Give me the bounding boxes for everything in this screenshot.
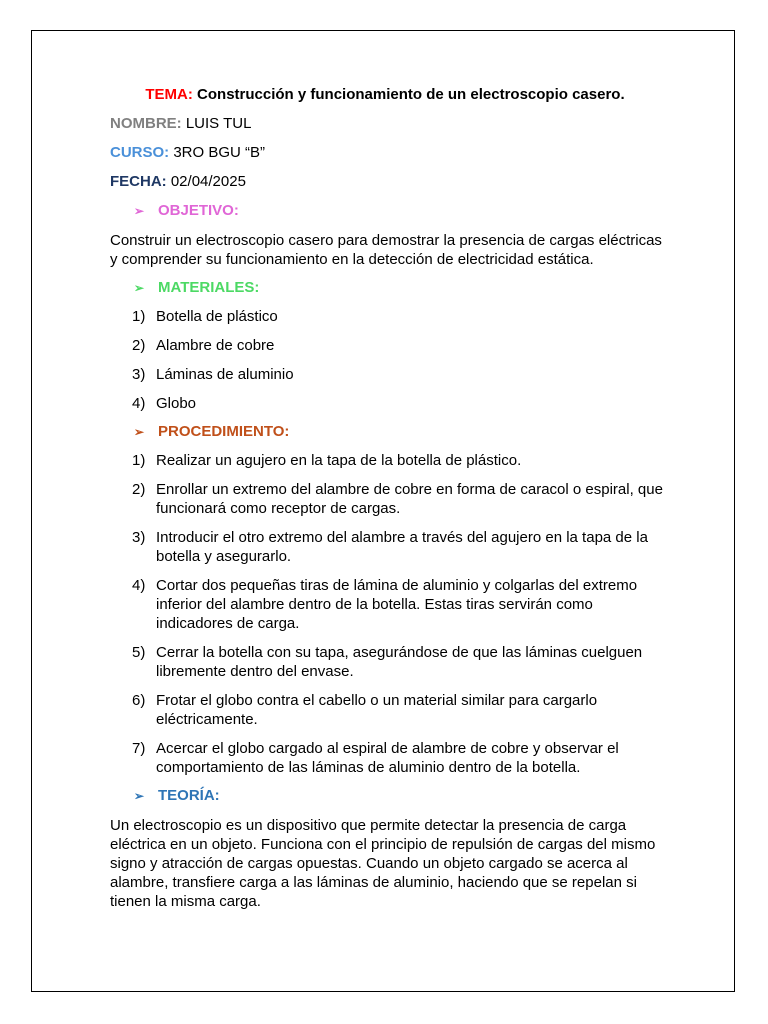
objetivo-text: Construir un electroscopio casero para demostrar la presencia de cargas eléctricas y comprender su funcionamiento en la detección de electricidad estática. <box>110 232 662 268</box>
list-item-number: 2) <box>132 337 146 354</box>
curso-label: CURSO: <box>110 144 170 161</box>
list-item <box>110 643 670 681</box>
list-item-number: 1) <box>132 308 146 325</box>
fecha-line <box>110 173 670 191</box>
list-item-text: Realizar un agujero en la tapa de la botella de plástico. <box>156 452 522 469</box>
list-item-text: Introducir el otro extremo del alambre a través del agujero en la tapa de la botella y asegurarlo. <box>156 529 648 565</box>
list-item-number: 3) <box>132 366 146 383</box>
list-item-text: Enrollar un extremo del alambre de cobre en forma de caracol o espiral, que funcionará como receptor de cargas. <box>156 481 663 517</box>
list-item <box>110 576 670 633</box>
list-item <box>110 307 670 326</box>
document-page <box>31 30 735 992</box>
list-item-number: 5) <box>132 644 146 661</box>
list-item-text: Cerrar la botella con su tapa, asegurándose de que las láminas cuelguen libremente dentro del envase. <box>156 644 643 680</box>
list-item-text: Botella de plástico <box>156 308 278 325</box>
list-item <box>110 739 670 777</box>
fecha-label: FECHA: <box>110 173 167 190</box>
teoria-heading <box>134 787 670 805</box>
list-item-number: 2) <box>132 481 146 498</box>
list-item <box>110 691 670 729</box>
list-item-number: 3) <box>132 529 146 546</box>
list-item <box>110 451 670 470</box>
list-item-number: 1) <box>132 452 146 469</box>
list-item-number: 7) <box>132 740 146 757</box>
list-item-text: Acercar el globo cargado al espiral de alambre de cobre y observar el comportamiento de las láminas de aluminio dentro de la botella. <box>156 740 619 776</box>
list-item-text: Cortar dos pequeñas tiras de lámina de aluminio y colgarlas del extremo inferior del alambre dentro de la botella. Estas tiras servirán como indicadores de carga. <box>156 577 638 632</box>
list-item-text: Láminas de aluminio <box>156 366 294 383</box>
list-item-text: Frotar el globo contra el cabello o un material similar para cargarlo eléctricamente. <box>156 692 598 728</box>
tema-text: Construcción y funcionamiento de un electroscopio casero. <box>197 86 625 103</box>
teoria-heading-text: TEORÍA: <box>158 787 220 804</box>
procedimiento-heading-text: PROCEDIMIENTO: <box>158 423 290 440</box>
teoria-text: Un electroscopio es un dispositivo que permite detectar la presencia de carga eléctrica en un objeto. Funciona con el principio de repulsión de cargas del mismo signo y atracción de cargas opuestas. Cuando un objeto cargado se acerca al alambre, transfiere carga a las láminas de aluminio, haciendo que se repelan si tienen la misma carga. <box>110 817 656 910</box>
nombre-line <box>110 115 670 133</box>
document-content <box>110 86 670 911</box>
arrowhead-bullet-icon: ➢ <box>134 281 145 295</box>
materiales-list <box>110 307 670 413</box>
objetivo-heading <box>134 202 670 220</box>
procedimiento-heading <box>134 423 670 441</box>
arrowhead-bullet-icon: ➢ <box>134 789 145 803</box>
objetivo-heading-text: OBJETIVO: <box>158 202 239 219</box>
list-item <box>110 336 670 355</box>
nombre-label: NOMBRE: <box>110 115 182 132</box>
list-item-number: 4) <box>132 395 146 412</box>
arrowhead-bullet-icon: ➢ <box>134 425 145 439</box>
tema-line <box>110 86 660 104</box>
curso-value: 3RO BGU “B” <box>173 144 266 161</box>
materiales-heading <box>134 279 670 297</box>
list-item-number: 4) <box>132 577 146 594</box>
nombre-value: LUIS TUL <box>185 115 252 132</box>
materiales-heading-text: MATERIALES: <box>158 279 260 296</box>
list-item <box>110 394 670 413</box>
list-item-text: Alambre de cobre <box>156 337 275 354</box>
list-item-number: 6) <box>132 692 146 709</box>
list-item <box>110 528 670 566</box>
list-item-text: Globo <box>156 395 197 412</box>
tema-label: TEMA: <box>145 86 193 103</box>
list-item <box>110 480 670 518</box>
procedimiento-list <box>110 451 670 777</box>
list-item <box>110 365 670 384</box>
curso-line <box>110 144 670 162</box>
fecha-value: 02/04/2025 <box>170 173 246 190</box>
arrowhead-bullet-icon: ➢ <box>134 204 145 218</box>
